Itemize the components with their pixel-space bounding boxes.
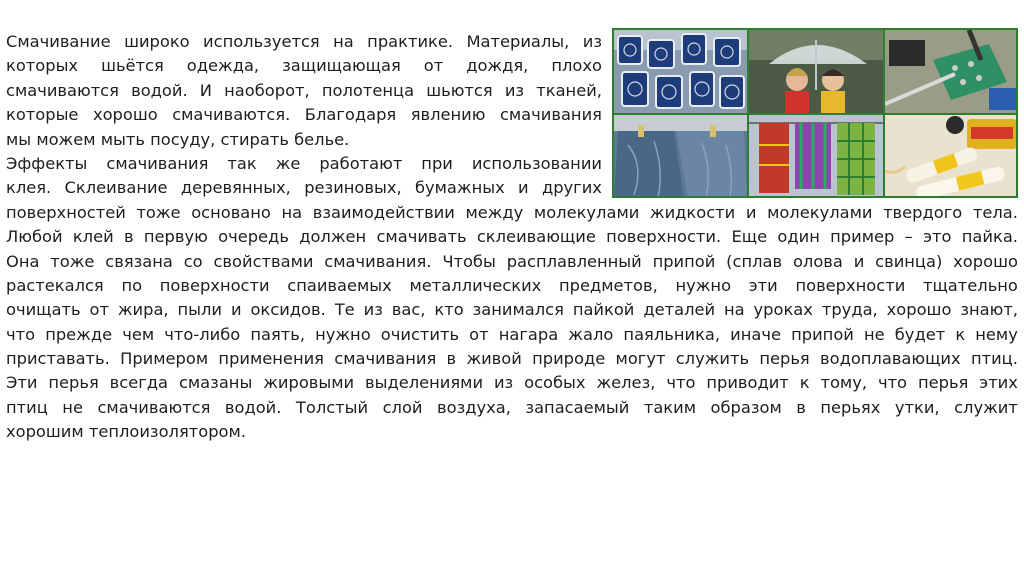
word: на	[281, 202, 303, 222]
word: нему	[975, 324, 1018, 344]
word: перья	[48, 373, 99, 393]
word: птиц.	[970, 349, 1018, 369]
word: олова	[792, 251, 843, 271]
paragraph-line	[6, 323, 1018, 347]
word: пайкой	[572, 300, 635, 320]
word: живой	[466, 349, 522, 369]
word: Смачивание	[6, 32, 111, 51]
word: что	[6, 324, 36, 344]
word: это	[923, 227, 952, 247]
word: тоже	[50, 251, 95, 271]
word: наоборот,	[224, 80, 310, 100]
word: и	[230, 300, 242, 320]
word: водой.	[224, 397, 282, 417]
word: жировыми	[263, 373, 355, 393]
word: Материалы,	[466, 32, 570, 51]
word: склеивающие	[476, 227, 596, 247]
word: Эти	[6, 373, 38, 393]
word: приводит	[706, 373, 789, 393]
paragraph-line	[6, 274, 1018, 298]
word: к	[955, 324, 966, 344]
word: шьются	[426, 80, 493, 100]
word: припой	[791, 324, 854, 344]
word: кто	[434, 300, 464, 320]
word: –	[904, 227, 913, 247]
word: хорошо	[92, 105, 158, 125]
paragraph-line	[6, 176, 602, 200]
paragraph-line	[6, 347, 1018, 371]
word: пыли	[177, 300, 223, 320]
word: металлических	[409, 275, 542, 295]
word: из	[504, 80, 525, 100]
word: очищать	[6, 300, 81, 320]
word: из	[582, 32, 602, 51]
word: расплавленный	[506, 251, 642, 271]
word: что-либо	[164, 324, 241, 344]
word: поверхности	[159, 275, 270, 295]
word: Любой	[6, 227, 63, 247]
paragraph-line	[6, 250, 1018, 274]
word: паяльника,	[623, 324, 721, 344]
word: жира,	[117, 300, 169, 320]
word: поверхности.	[606, 227, 722, 247]
word: и	[745, 202, 757, 222]
word: перьях	[820, 397, 881, 417]
word: что	[877, 373, 908, 393]
word: связана	[105, 251, 173, 271]
word: смачивания	[106, 153, 209, 173]
word: плохо	[551, 56, 602, 76]
word: из	[493, 373, 514, 393]
word: практике.	[367, 32, 454, 51]
word: на	[333, 32, 354, 51]
word: Толстый	[295, 397, 369, 417]
word: желез,	[596, 373, 656, 393]
word: И	[199, 80, 212, 100]
word: водой.	[131, 80, 188, 100]
word: клея.	[6, 178, 52, 198]
word: образом	[710, 397, 782, 417]
word: Она	[6, 251, 40, 271]
word: труда,	[821, 300, 878, 320]
word: поверхности	[795, 275, 906, 295]
word: предметов,	[559, 275, 658, 295]
word: хорошо	[953, 251, 1018, 271]
word: из	[363, 300, 383, 320]
word: приставать.	[6, 349, 110, 369]
word: резиновых,	[304, 178, 402, 198]
word: оксидов.	[250, 300, 326, 320]
paragraph-line	[6, 225, 1018, 249]
word: смачивания.	[324, 251, 432, 271]
word: жало	[568, 324, 614, 344]
word: и	[518, 178, 529, 198]
word: которых	[6, 56, 79, 76]
paragraph-line	[6, 396, 1018, 420]
word: знают,	[960, 300, 1018, 320]
word: Благодаря	[304, 105, 397, 125]
word: водоплавающих	[820, 349, 961, 369]
word: так	[227, 153, 257, 173]
word: воздуха,	[437, 397, 511, 417]
word: нужно	[675, 275, 732, 295]
word: молекулами	[533, 202, 640, 222]
word: смачиваются	[97, 397, 211, 417]
word: при	[421, 153, 453, 173]
word: жидкости	[649, 202, 736, 222]
word: одежда,	[186, 56, 260, 76]
body-text	[6, 30, 1018, 445]
word: пайка.	[961, 227, 1018, 247]
word: поверхностей	[6, 202, 126, 222]
paragraph-line	[6, 371, 1018, 395]
word: растекался	[6, 275, 104, 295]
word: Те	[334, 300, 355, 320]
word: слой	[382, 397, 423, 417]
word: тоже	[136, 202, 181, 222]
paragraph-line	[6, 79, 602, 103]
paragraph-line	[6, 103, 602, 127]
word: от	[469, 324, 489, 344]
word: широко	[124, 32, 190, 51]
word: спаиваемых	[287, 275, 392, 295]
word: тщательно	[922, 275, 1018, 295]
word: на	[724, 300, 745, 320]
word: эти	[748, 275, 778, 295]
word: служит	[954, 397, 1018, 417]
word: служить	[675, 349, 750, 369]
word: тому,	[820, 373, 868, 393]
word: запасаемый	[525, 397, 630, 417]
word: явлению	[410, 105, 486, 125]
word: основано	[191, 202, 271, 222]
word: молекулами	[767, 202, 873, 222]
word: смачиваются.	[172, 105, 291, 125]
word: по	[121, 275, 143, 295]
word: пример	[830, 227, 895, 247]
word: нагара	[498, 324, 559, 344]
word: иначе	[730, 324, 782, 344]
word: утки,	[894, 397, 940, 417]
word: чем	[122, 324, 155, 344]
word: особых	[524, 373, 586, 393]
word: хорошо	[886, 300, 952, 320]
word: Примером	[120, 349, 209, 369]
word: один	[777, 227, 820, 247]
word: деревянных,	[180, 178, 291, 198]
word: работают	[319, 153, 403, 173]
word: не	[863, 324, 885, 344]
paragraph-line	[6, 54, 602, 78]
word: которые	[6, 105, 79, 125]
word: очередь	[218, 227, 289, 247]
word: же	[275, 153, 301, 173]
word: Еще	[731, 227, 768, 247]
word: клей	[72, 227, 114, 247]
word: птиц	[6, 397, 48, 417]
text-full-width	[6, 201, 1018, 445]
word: природе	[532, 349, 606, 369]
word: выделениями	[365, 373, 484, 393]
word: твердого	[883, 202, 963, 222]
word: смачивать	[376, 227, 467, 247]
word: будет	[894, 324, 946, 344]
paragraph-line	[6, 152, 602, 176]
paragraph-line: хорошим теплоизолятором.	[6, 422, 246, 442]
word: от	[423, 56, 444, 76]
word: перья	[917, 373, 969, 393]
word: Склеивание	[64, 178, 168, 198]
word: тканей,	[536, 80, 602, 100]
word: к	[799, 373, 810, 393]
word: паять,	[250, 324, 305, 344]
word: в	[123, 227, 134, 247]
word: смазаны	[178, 373, 253, 393]
word: между	[465, 202, 524, 222]
word: что	[666, 373, 696, 393]
word: уроках	[753, 300, 813, 320]
paragraph-line: мы можем мыть посуду, стирать белье.	[6, 129, 350, 149]
word: применения	[218, 349, 324, 369]
word: дождя,	[466, 56, 529, 76]
word: со	[183, 251, 203, 271]
word: деталей	[643, 300, 716, 320]
word: прежде	[45, 324, 113, 344]
word: Чтобы	[442, 251, 496, 271]
word: бумажных	[414, 178, 505, 198]
word: свинца)	[875, 251, 943, 271]
word: других	[541, 178, 602, 198]
word: защищающая	[282, 56, 401, 76]
text-beside-images	[6, 30, 1018, 201]
word: всегда	[109, 373, 169, 393]
word: не	[62, 397, 83, 417]
word: используется	[203, 32, 320, 51]
word: шьётся	[101, 56, 164, 76]
word: первую	[143, 227, 208, 247]
word: (сплав	[726, 251, 783, 271]
word: смачивания	[499, 105, 602, 125]
word: вас,	[391, 300, 426, 320]
word: полотенца	[321, 80, 415, 100]
word: тела.	[972, 202, 1018, 222]
word: смачиваются	[6, 80, 119, 100]
word: смачивания	[334, 349, 437, 369]
word: в	[796, 397, 806, 417]
word: использовании	[471, 153, 602, 173]
word: взаимодействии	[312, 202, 455, 222]
word: и	[853, 251, 865, 271]
word: очистить	[380, 324, 460, 344]
word: этих	[979, 373, 1018, 393]
word: занимался	[472, 300, 564, 320]
word: в	[446, 349, 457, 369]
paragraph-line	[6, 298, 1018, 322]
paragraph-line	[6, 201, 1018, 225]
word: должен	[299, 227, 367, 247]
paragraph-line	[6, 30, 602, 54]
word: припой	[652, 251, 716, 271]
word: от	[89, 300, 109, 320]
word: таким	[643, 397, 697, 417]
word: нужно	[315, 324, 371, 344]
word: могут	[615, 349, 666, 369]
word: перья	[759, 349, 810, 369]
word: свойствами	[213, 251, 314, 271]
word: Эффекты	[6, 153, 88, 173]
